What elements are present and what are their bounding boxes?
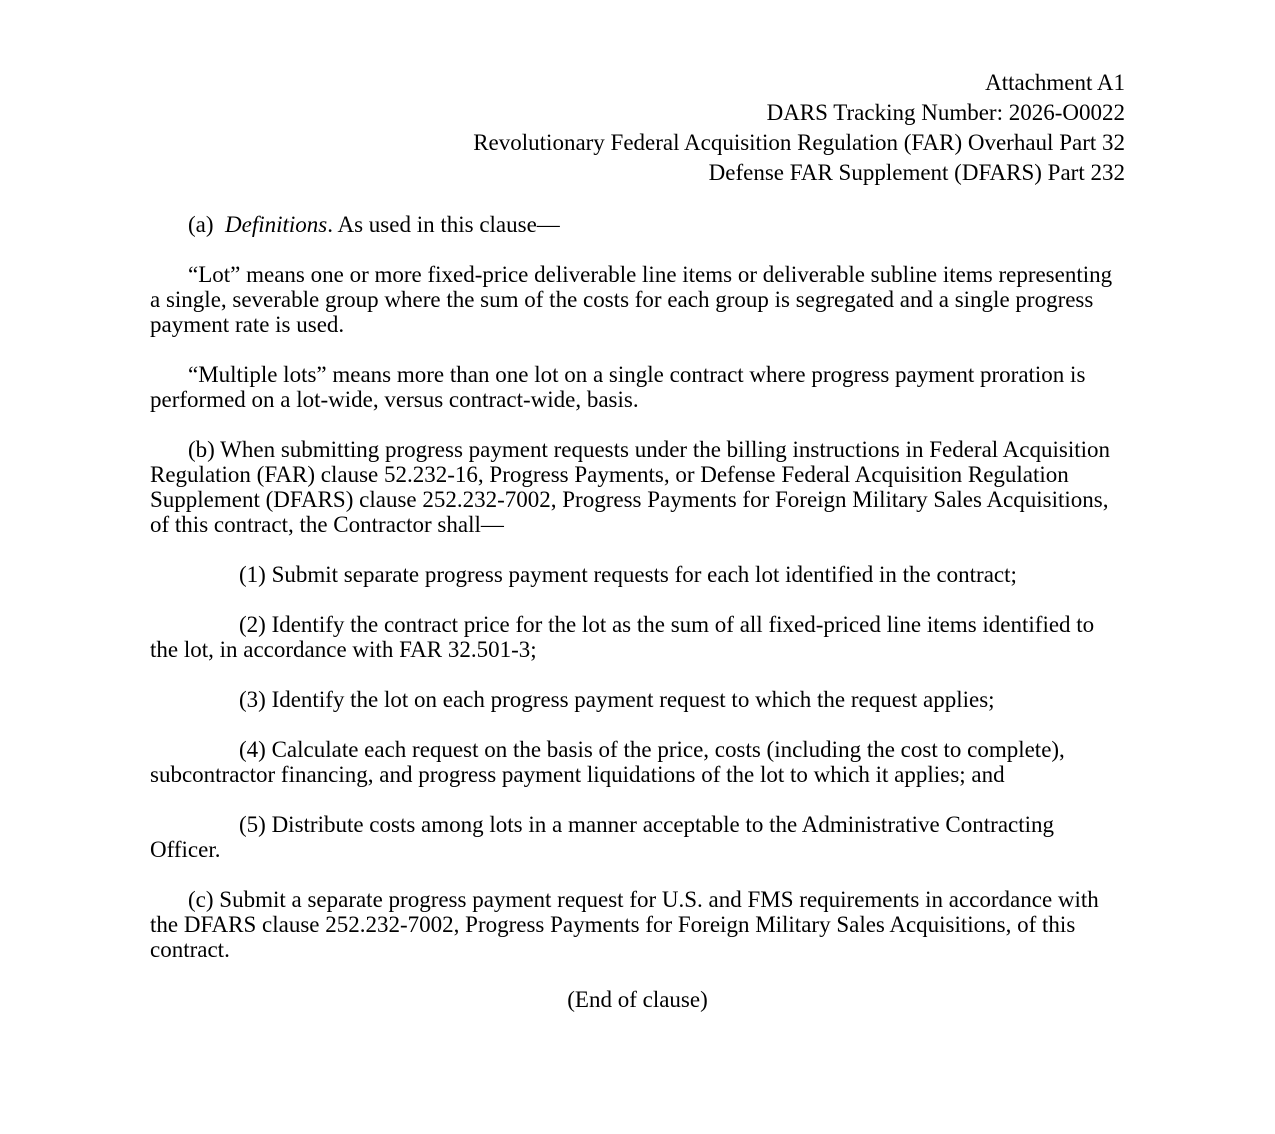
tracking-number: DARS Tracking Number: 2026-O0022 — [766, 100, 1125, 125]
list-item: (2) Identify the contract price for the lot as the sum of all fixed-priced line items identified to the lot, in accordance with FAR 32.501-3; — [150, 612, 1095, 662]
list-item: (5) Distribute costs among lots in a manner acceptable to the Administrative Contracting Officer. — [150, 812, 1055, 862]
end-of-clause: (End of clause) — [567, 987, 708, 1012]
paragraph-a — [150, 212, 1125, 237]
list-item: (3) Identify the lot on each progress payment request to which the request applies; — [239, 687, 995, 712]
dfars-part-title: Defense FAR Supplement (DFARS) Part 232 — [708, 160, 1125, 185]
definitions-title: Definitions — [225, 212, 328, 237]
list-item: (1) Submit separate progress payment requests for each lot identified in the contract; — [239, 562, 1017, 587]
far-part-title: Revolutionary Federal Acquisition Regulation (FAR) Overhaul Part 32 — [473, 130, 1125, 155]
attachment-label: Attachment A1 — [985, 70, 1125, 95]
list-item: (4) Calculate each request on the basis of the price, costs (including the cost to complete), subcontractor financing, and progress payment liquidations of the lot to which it applies; and — [150, 737, 1065, 787]
paragraph-a-text: . As used in this clause— — [327, 212, 560, 237]
document-header — [150, 68, 1125, 188]
multiple-lots-definition: “Multiple lots” means more than one lot on a single contract where progress payment proration is performed on a lot-wide, versus contract-wide, basis. — [150, 362, 1086, 412]
paragraph-a-label: (a) — [188, 212, 214, 237]
paragraph-c: (c) Submit a separate progress payment request for U.S. and FMS requirements in accordance with the DFARS clause 252.232-7002, Progress Payments for Foreign Military Sales Acquisitions, of this contract. — [150, 887, 1099, 962]
document-page — [150, 68, 1125, 1037]
paragraph-b: (b) When submitting progress payment requests under the billing instructions in Federal Acquisition Regulation (FAR) clause 52.232-16, Progress Payments, or Defense Federal Acquisition Regulation Supplement (DFARS) clause 252.232-7002, Progress Payments for Foreign Military Sales Acquisitions, of this contract, the Contractor shall— — [150, 437, 1110, 537]
lot-definition: “Lot” means one or more fixed-price deliverable line items or deliverable subline items representing a single, severable group where the sum of the costs for each group is segregated and a single progress payment rate is used. — [150, 262, 1113, 337]
